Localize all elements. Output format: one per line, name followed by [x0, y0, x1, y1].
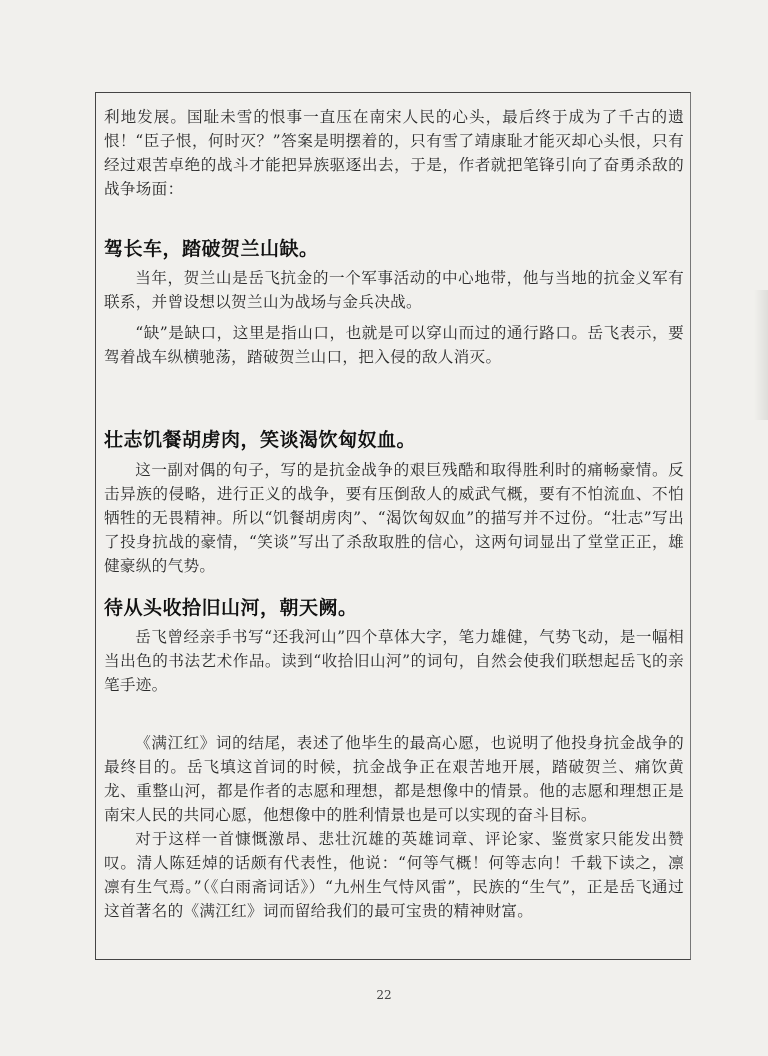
paragraph: 这一副对偶的句子，写的是抗金战争的艰巨残酷和取得胜利时的痛畅豪情。反击异族的侵略，进行正义的战争，要有压倒敌人的威武气概，要有不怕流血、不怕牺牲的无畏精神。所以“饥餐胡虏肉”、“渴饮匈奴血”的描写并不过份。“壮志”写出了投身抗战的豪情，“笑谈”写出了杀敌取胜的信心，这两句词显出了堂堂正正，雄健豪纵的气势。: [104, 461, 684, 575]
section-heading: 待从头收拾旧山河，朝天阙。: [104, 597, 358, 619]
paragraph: 《满江红》词的结尾，表述了他毕生的最高心愿，也说明了他投身抗金战争的最终目的。岳飞填这首词的时候，抗金战争正在艰苦地开展，踏破贺兰、痛饮黄龙、重整山河，都是作者的志愿和理想，都是想像中的情景。他的志愿和理想正是南宋人民的共同心愿，他想像中的胜利情景也是可以实现的奋斗目标。: [104, 734, 684, 824]
paragraph: 岳飞曾经亲手书写“还我河山”四个草体大字，笔力雄健，气势飞动，是一幅相当出色的书法艺术作品。读到“收拾旧山河”的词句，自然会使我们联想起岳飞的亲笔手迹。: [104, 628, 684, 694]
paragraph: “缺”是缺口，这里是指山口，也就是可以穿山而过的通行路口。岳飞表示，要驾着战车纵横驰荡，踏破贺兰山口，把入侵的敌人消灭。: [104, 324, 684, 366]
paragraph: “臣子恨，何时灭？”答案是明摆着的，只有雪了靖康耻才能灭却心头恨，只有经过艰苦卓绝的战斗才能把异族驱逐出去，于是，作者就把笔锋引向了奋勇杀敌的战争场面：: [104, 132, 684, 198]
paragraph: 当年，贺兰山是岳飞抗金的一个军事活动的中心地带，他与当地的抗金义军有联系，并曾设想以贺兰山为战场与金兵决战。: [104, 269, 684, 311]
paragraph-continued: 利地发展。国耻未雪的恨事一直压在南宋人民的心头，最后终于成为了千古的遗恨！: [104, 108, 684, 150]
section-heading: 驾长车，踏破贺兰山缺。: [104, 238, 319, 260]
section-heading: 壮志饥餐胡虏肉，笑谈渴饮匈奴血。: [104, 429, 417, 451]
page-number: 22: [376, 988, 392, 1002]
paragraph: 对于这样一首慷慨激昂、悲壮沉雄的英雄词章、评论家、鉴赏家只能发出赞叹。清人陈廷焯的话颇有代表性，他说：“何等气概！何等志向！千载下读之，凛凛有生气焉。”（《白雨斋词话》）“九州生气恃风雷”，民族的“生气”，正是岳飞通过这首著名的《满江红》词而留给我们的最可宝贵的精神财富。: [104, 830, 684, 920]
scan-shadow: [754, 290, 768, 420]
